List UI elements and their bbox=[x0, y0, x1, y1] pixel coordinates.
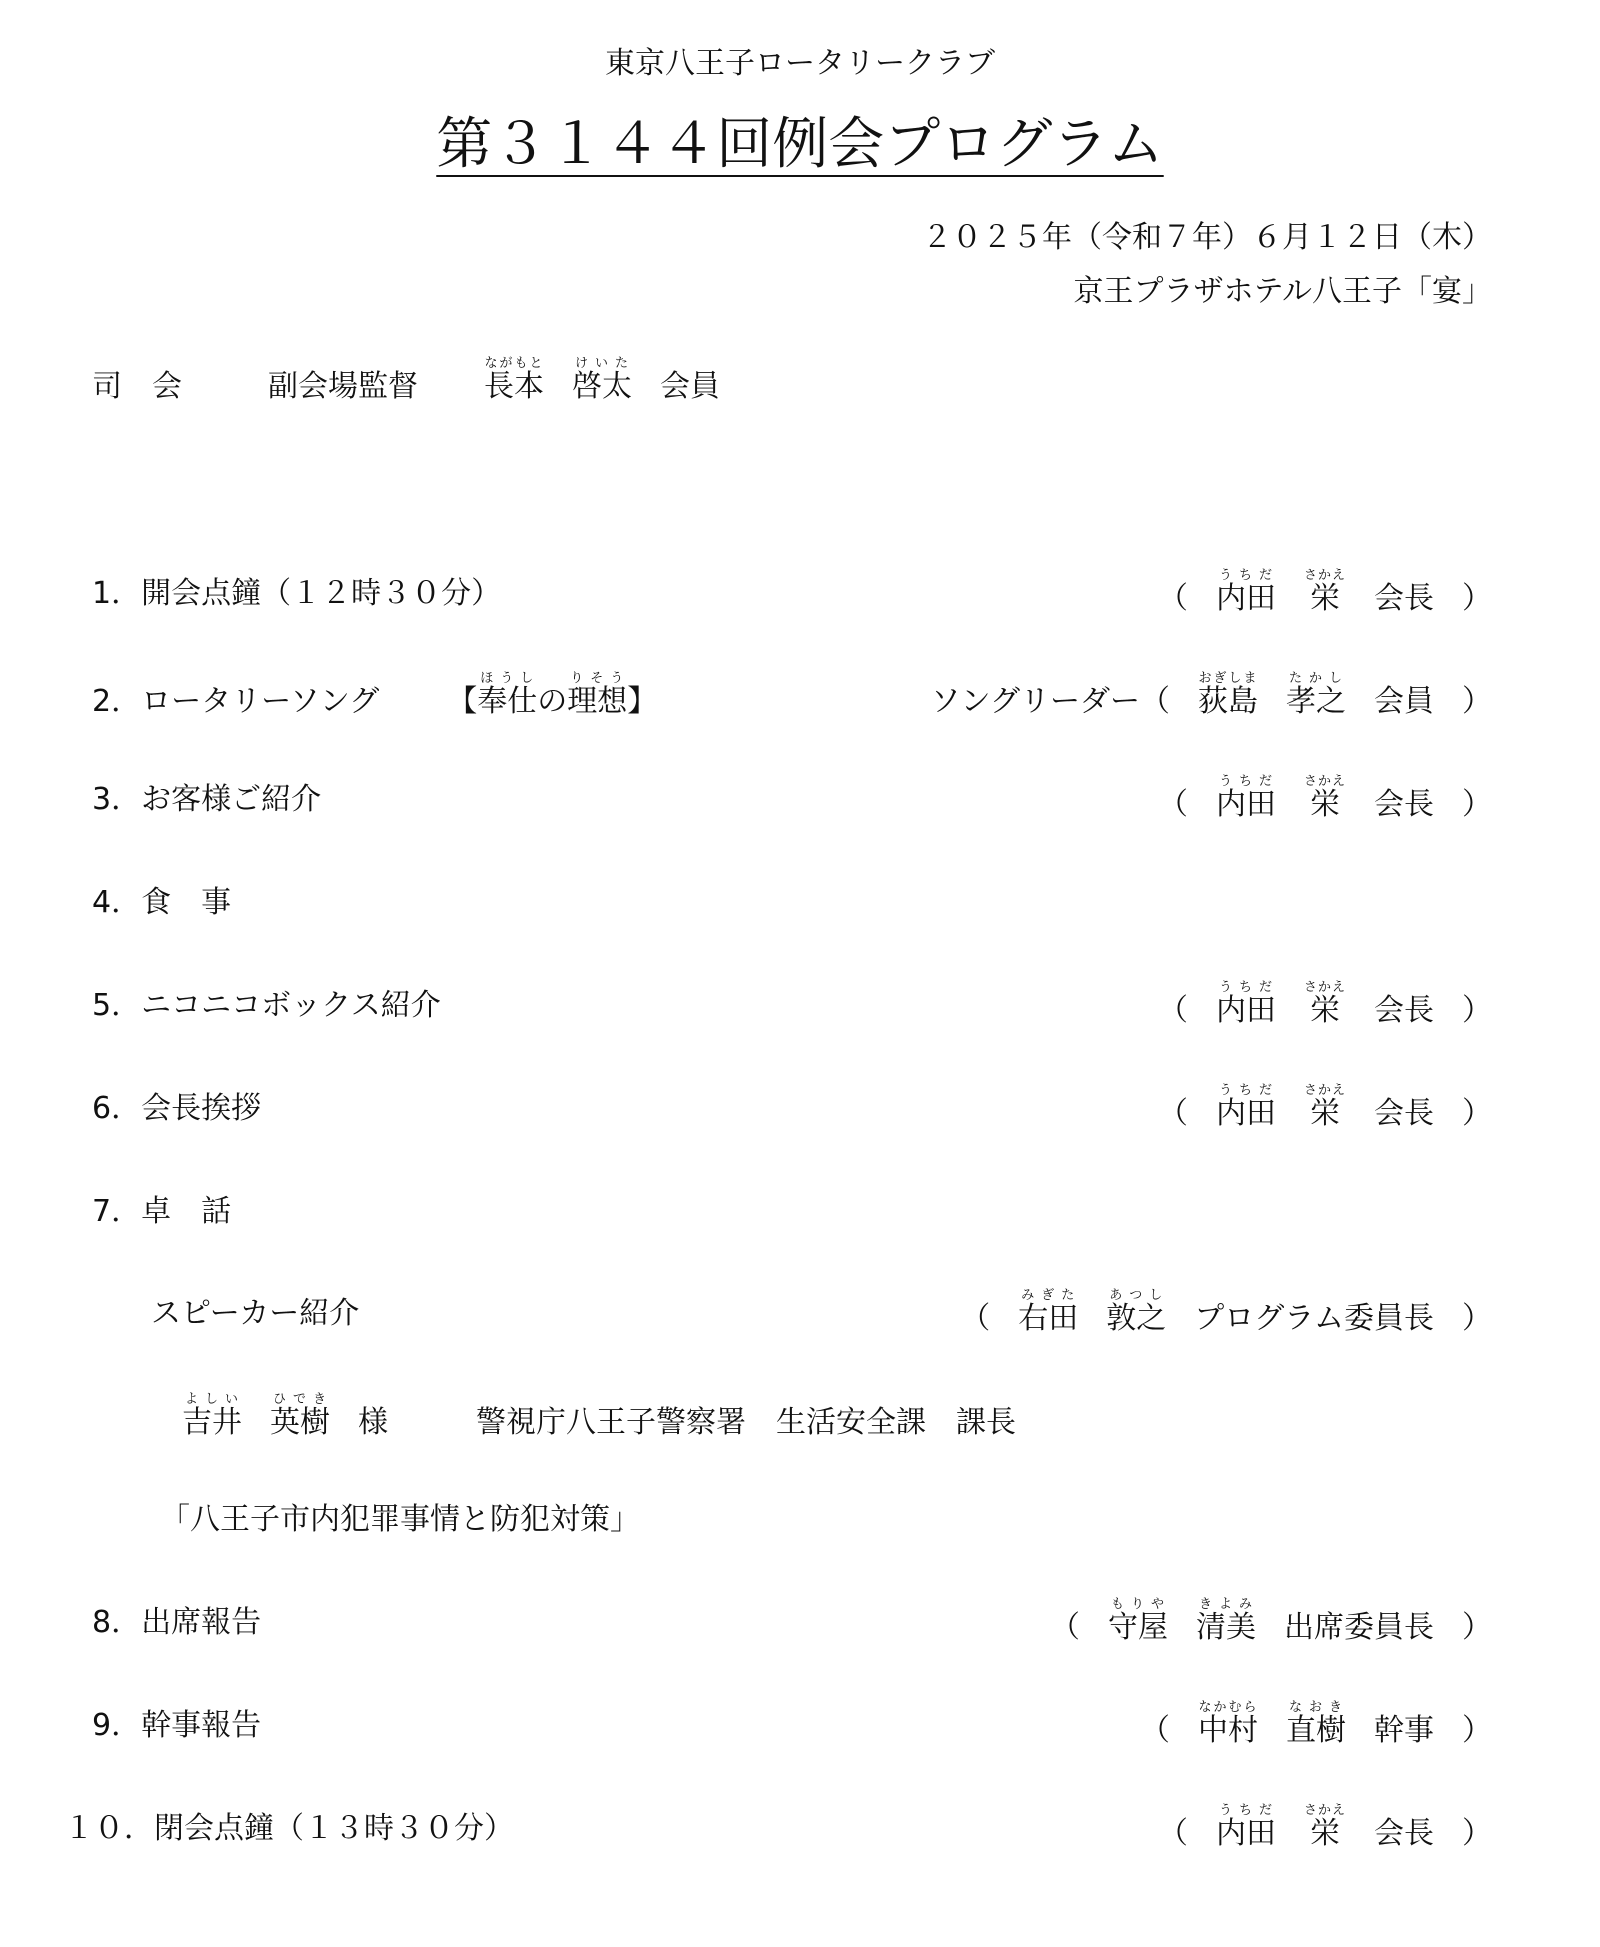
text: ） bbox=[1462, 1713, 1492, 1748]
furigana: みぎた bbox=[1018, 1288, 1079, 1303]
agenda-item-10 bbox=[64, 1803, 514, 1847]
furigana: ほうし bbox=[477, 671, 538, 686]
furigana: よしい bbox=[182, 1392, 242, 1407]
agenda-item-2 bbox=[92, 671, 657, 720]
item-1-person bbox=[1158, 568, 1492, 617]
text: ） bbox=[1462, 1301, 1492, 1336]
given-name bbox=[1303, 1083, 1346, 1131]
speaker-intro-person bbox=[960, 1288, 1492, 1337]
family-name bbox=[1018, 1288, 1079, 1336]
agenda-item-8 bbox=[92, 1597, 261, 1641]
text: 栄 bbox=[1303, 1816, 1346, 1851]
text: ） bbox=[1461, 581, 1492, 616]
furigana: さかえ bbox=[1303, 568, 1346, 583]
item-label: お客様ご紹介 bbox=[141, 782, 322, 817]
furigana: あつし bbox=[1106, 1288, 1167, 1303]
furigana: もりや bbox=[1108, 1597, 1168, 1612]
item-label: 開会点鐘（１２時３０分） bbox=[141, 576, 502, 611]
agenda-item-7 bbox=[92, 1186, 231, 1230]
furigana: うちだ bbox=[1215, 980, 1276, 995]
agenda-item-4 bbox=[92, 877, 231, 921]
text bbox=[477, 671, 538, 719]
item-label: 食 事 bbox=[141, 885, 232, 920]
text: の bbox=[537, 684, 568, 719]
agenda-item-5 bbox=[92, 980, 441, 1024]
text: 】 bbox=[627, 684, 658, 719]
text: 守屋 bbox=[1108, 1610, 1168, 1645]
family-name bbox=[1198, 671, 1258, 719]
given-name bbox=[1303, 1803, 1346, 1851]
text: 奉仕 bbox=[477, 684, 538, 719]
family-name bbox=[1215, 1083, 1276, 1131]
text: 理想 bbox=[567, 684, 628, 719]
family-name bbox=[1215, 980, 1276, 1028]
text: 直樹 bbox=[1286, 1713, 1346, 1748]
agenda-item-3 bbox=[92, 774, 321, 818]
family-name bbox=[1108, 1597, 1168, 1645]
speaker-given-name bbox=[270, 1392, 330, 1440]
text: 会長 bbox=[1373, 993, 1434, 1028]
program-title: 第３１４４回例会プログラム bbox=[436, 112, 1164, 177]
meeting-venue: 京王プラザホテル八王子「宴」 bbox=[1073, 274, 1492, 309]
text: （ bbox=[1157, 787, 1188, 822]
text: （ bbox=[960, 1301, 991, 1336]
text: ） bbox=[1462, 1610, 1492, 1645]
text: 会長 bbox=[1373, 1096, 1434, 1131]
text: 長本 bbox=[484, 369, 544, 404]
agenda-item-6 bbox=[92, 1083, 261, 1127]
mc-row bbox=[92, 356, 720, 405]
text: 【 bbox=[447, 684, 478, 719]
given-name bbox=[1106, 1288, 1167, 1336]
text: 清美 bbox=[1196, 1610, 1256, 1645]
item-10-person bbox=[1158, 1803, 1492, 1852]
speaker-affiliation: 警視庁八王子警察署 生活安全課 課長 bbox=[476, 1405, 1016, 1440]
family-name bbox=[1215, 568, 1276, 616]
text: ） bbox=[1462, 684, 1492, 719]
text: ） bbox=[1461, 993, 1492, 1028]
text: 啓太 bbox=[572, 369, 632, 404]
speaker-honorific: 様 bbox=[358, 1405, 388, 1440]
text: 内田 bbox=[1215, 1816, 1276, 1851]
item-number: １０． bbox=[64, 1811, 154, 1846]
given-name bbox=[1286, 671, 1346, 719]
furigana: おぎしま bbox=[1198, 671, 1258, 686]
furigana: なかむら bbox=[1198, 1700, 1258, 1715]
text: （ bbox=[1140, 1713, 1170, 1748]
text: 栄 bbox=[1303, 1096, 1346, 1131]
furigana: さかえ bbox=[1303, 980, 1346, 995]
family-name bbox=[1215, 774, 1276, 822]
text: プログラム委員長 bbox=[1194, 1301, 1434, 1336]
furigana: たかし bbox=[1286, 671, 1346, 686]
item-number: 7． bbox=[92, 1194, 142, 1229]
text: 右田 bbox=[1018, 1301, 1079, 1336]
text: ） bbox=[1461, 1816, 1492, 1851]
item-8-person bbox=[1050, 1597, 1492, 1646]
text: 内田 bbox=[1215, 787, 1276, 822]
item-label: 閉会点鐘（１３時３０分） bbox=[154, 1811, 514, 1846]
mc-label: 司 会 bbox=[92, 369, 182, 404]
text: 英樹 bbox=[270, 1405, 330, 1440]
text: 内田 bbox=[1215, 581, 1276, 616]
text: （ bbox=[1157, 1816, 1188, 1851]
item-number: 3． bbox=[92, 782, 142, 817]
text: 中村 bbox=[1198, 1713, 1258, 1748]
item-5-person bbox=[1158, 980, 1492, 1029]
text: （ bbox=[1157, 993, 1188, 1028]
furigana: りそう bbox=[567, 671, 628, 686]
text: ソングリーダー（ bbox=[930, 684, 1170, 719]
item-6-person bbox=[1158, 1083, 1492, 1132]
family-name bbox=[1198, 1700, 1258, 1748]
text: 栄 bbox=[1303, 993, 1346, 1028]
item-3-person bbox=[1158, 774, 1492, 823]
furigana: ながもと bbox=[484, 356, 544, 371]
mc-role: 副会場監督 bbox=[268, 369, 418, 404]
text: （ bbox=[1157, 1096, 1188, 1131]
item-number: 8． bbox=[92, 1605, 142, 1640]
speaker-row bbox=[182, 1392, 1016, 1441]
text bbox=[567, 671, 628, 719]
meeting-date: ２０２５年（令和７年）６月１２日（木） bbox=[922, 220, 1492, 255]
item-label: ニコニコボックス紹介 bbox=[141, 988, 441, 1023]
text: 吉井 bbox=[182, 1405, 242, 1440]
item-9-person bbox=[1140, 1700, 1492, 1749]
furigana: けいた bbox=[572, 356, 632, 371]
mc-family-name bbox=[484, 356, 544, 404]
organization-name: 東京八王子ロータリークラブ bbox=[605, 46, 995, 81]
agenda-item-9 bbox=[92, 1700, 261, 1744]
item-label: ロータリーソング bbox=[141, 684, 380, 719]
furigana: きよみ bbox=[1196, 1597, 1256, 1612]
item-label: 会長挨拶 bbox=[141, 1091, 262, 1126]
given-name bbox=[1286, 1700, 1346, 1748]
text: 内田 bbox=[1215, 993, 1276, 1028]
family-name bbox=[1215, 1803, 1276, 1851]
furigana: ひでき bbox=[270, 1392, 330, 1407]
text: （ bbox=[1157, 581, 1188, 616]
text: 会員 bbox=[1374, 684, 1434, 719]
program-title-wrap bbox=[0, 100, 1600, 180]
speaker-family-name bbox=[182, 1392, 242, 1440]
item-number: 2． bbox=[92, 684, 142, 719]
text: 内田 bbox=[1215, 1096, 1276, 1131]
text: 会長 bbox=[1373, 1816, 1434, 1851]
text: 幹事 bbox=[1374, 1713, 1434, 1748]
item-label: 卓 話 bbox=[141, 1194, 232, 1229]
given-name bbox=[1303, 980, 1346, 1028]
mc-suffix: 会員 bbox=[660, 369, 720, 404]
item-2-person bbox=[931, 671, 1492, 720]
text: 会長 bbox=[1373, 581, 1434, 616]
item-label: 幹事報告 bbox=[141, 1708, 262, 1743]
text: 栄 bbox=[1303, 787, 1346, 822]
furigana: うちだ bbox=[1215, 774, 1276, 789]
furigana: さかえ bbox=[1303, 1803, 1346, 1818]
item-number: 1． bbox=[92, 576, 142, 611]
item-number: 4． bbox=[92, 885, 142, 920]
text: 会長 bbox=[1373, 787, 1434, 822]
item-number: 6． bbox=[92, 1091, 142, 1126]
furigana: なおき bbox=[1286, 1700, 1346, 1715]
speaker-intro-label: スピーカー紹介 bbox=[151, 1296, 360, 1331]
text: ） bbox=[1461, 1096, 1492, 1131]
item-number: 9． bbox=[92, 1708, 142, 1743]
text: （ bbox=[1050, 1610, 1080, 1645]
song-title bbox=[447, 671, 658, 719]
text: 出席委員長 bbox=[1284, 1610, 1434, 1645]
furigana: うちだ bbox=[1215, 1803, 1276, 1818]
furigana: さかえ bbox=[1303, 774, 1346, 789]
item-number: 5． bbox=[92, 988, 142, 1023]
speech-topic: 「八王子市内犯罪事情と防犯対策」 bbox=[160, 1502, 640, 1537]
text: 孝之 bbox=[1286, 684, 1346, 719]
agenda-item-1 bbox=[92, 568, 501, 612]
mc-given-name bbox=[572, 356, 632, 404]
furigana: うちだ bbox=[1215, 568, 1276, 583]
text: 栄 bbox=[1303, 581, 1346, 616]
given-name bbox=[1303, 774, 1346, 822]
furigana: うちだ bbox=[1215, 1083, 1276, 1098]
item-label: 出席報告 bbox=[141, 1605, 262, 1640]
given-name bbox=[1196, 1597, 1256, 1645]
text: 荻島 bbox=[1198, 684, 1258, 719]
given-name bbox=[1303, 568, 1346, 616]
text: ） bbox=[1461, 787, 1492, 822]
furigana: さかえ bbox=[1303, 1083, 1346, 1098]
text: 敦之 bbox=[1106, 1301, 1167, 1336]
